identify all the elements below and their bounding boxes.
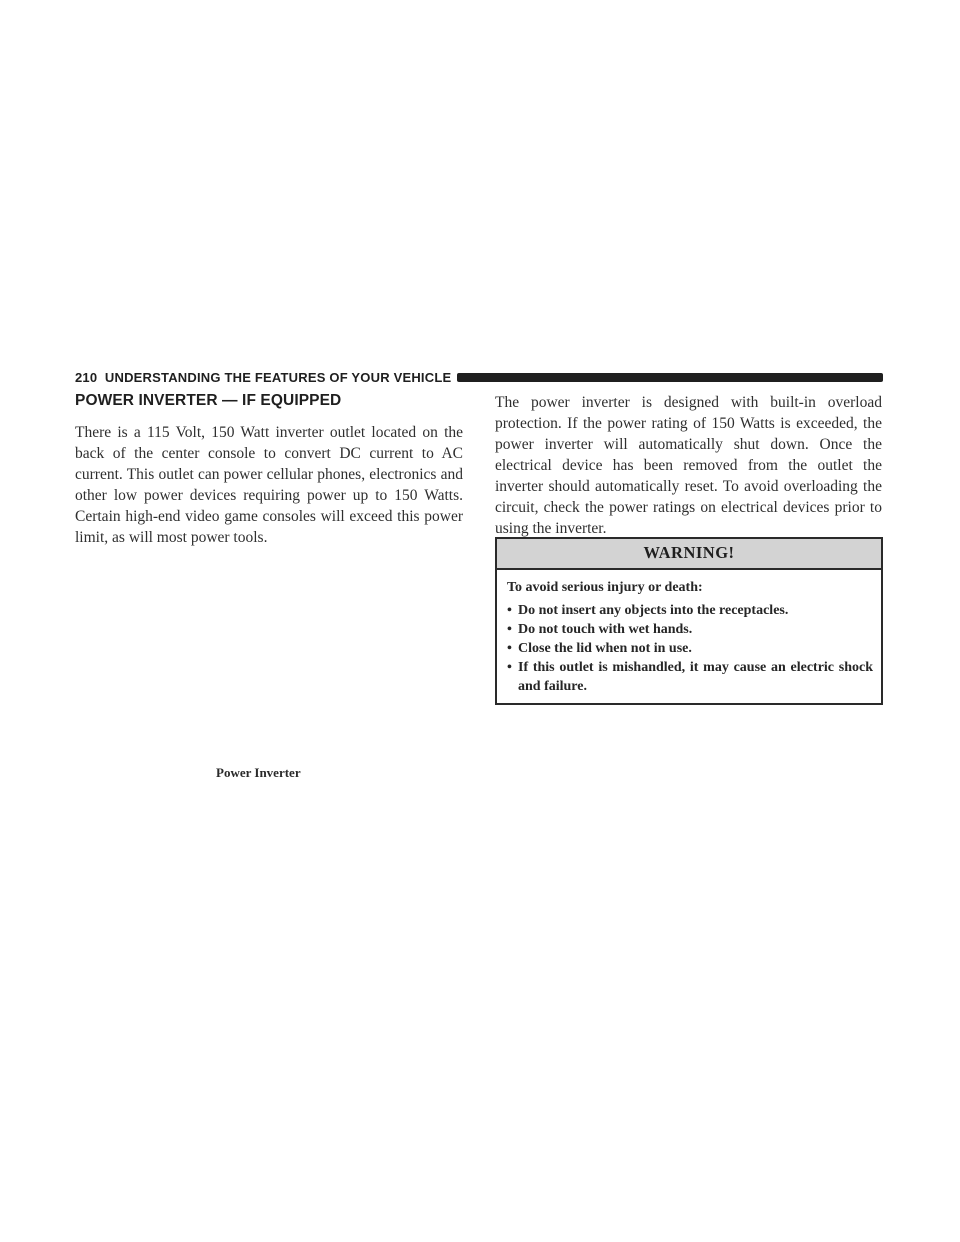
left-column bbox=[75, 392, 463, 548]
section-title-header: UNDERSTANDING THE FEATURES OF YOUR VEHICLE bbox=[104, 369, 452, 385]
overload-paragraph: The power inverter is designed with built-in overload protection. If the power rating of 150 Watts is exceeded, the power inverter will automatically shut down. Once the electrical device has been removed from the outlet the inverter should automatically reset. To avoid overloading the circuit, check the power ratings on electrical devices prior to using the inverter. bbox=[495, 394, 882, 537]
page-header bbox=[75, 369, 883, 385]
warning-title: WARNING! bbox=[497, 539, 881, 570]
right-column bbox=[495, 392, 882, 539]
page-number: 210 bbox=[75, 369, 98, 385]
figure-caption: Power Inverter bbox=[216, 765, 301, 780]
header-label bbox=[75, 370, 457, 385]
header-rule bbox=[457, 373, 883, 382]
bullet-icon: • bbox=[507, 603, 512, 618]
warning-item: • If this outlet is mishandled, it may cause an electric shock and failure. bbox=[507, 660, 873, 694]
warning-body bbox=[497, 570, 881, 703]
section-heading: POWER INVERTER — IF EQUIPPED bbox=[75, 392, 342, 409]
bullet-icon: • bbox=[507, 641, 512, 656]
warning-item: • Close the lid when not in use. bbox=[507, 641, 692, 656]
bullet-icon: • bbox=[507, 622, 512, 637]
bullet-icon: • bbox=[507, 660, 512, 675]
intro-paragraph: There is a 115 Volt, 150 Watt inverter outlet located on the back of the center console to convert DC current to AC current. This outlet can power cellular phones, electronics and other low power devices requiring power up to 150 Watts. Certain high-end video game consoles will exceed this power limit, as will most power tools. bbox=[75, 424, 463, 546]
warning-intro: To avoid serious injury or death: bbox=[507, 580, 703, 595]
warning-item: • Do not touch with wet hands. bbox=[507, 622, 693, 637]
warning-list bbox=[507, 601, 873, 696]
warning-box bbox=[495, 537, 883, 705]
warning-item: • Do not insert any objects into the receptacles. bbox=[507, 603, 789, 618]
